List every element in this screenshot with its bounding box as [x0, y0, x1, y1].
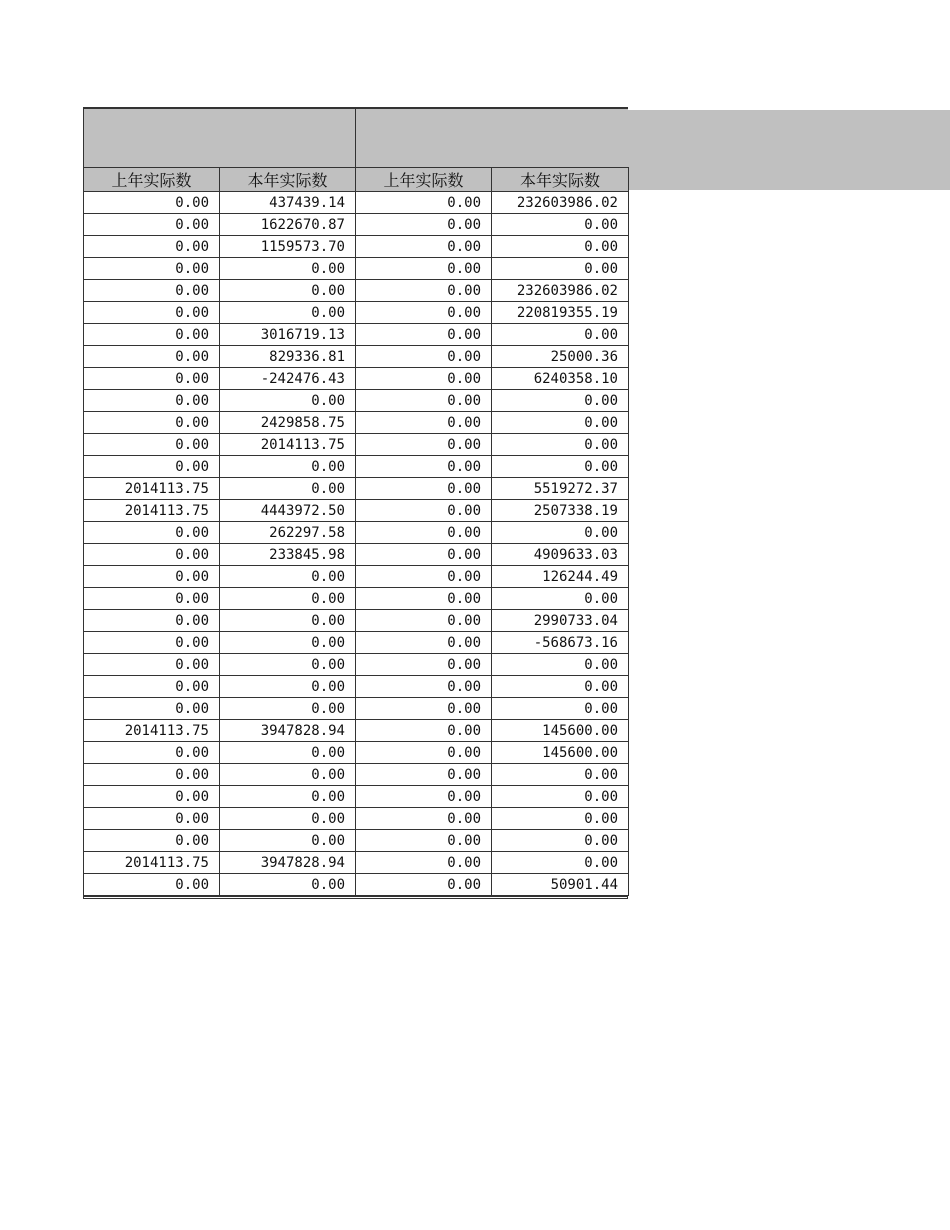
table-cell: 0.00	[84, 258, 220, 280]
table-cell: 3947828.94	[220, 852, 356, 874]
table-row	[84, 478, 629, 500]
table-row	[84, 786, 629, 808]
table-cell: 50901.44	[492, 874, 629, 896]
table-cell: 0.00	[356, 192, 492, 214]
table-cell: 0.00	[356, 478, 492, 500]
table-row	[84, 742, 629, 764]
table-cell: 0.00	[84, 302, 220, 324]
table-cell: 0.00	[220, 676, 356, 698]
table-cell: 0.00	[492, 522, 629, 544]
table-cell: 0.00	[356, 258, 492, 280]
table-cell: 0.00	[492, 324, 629, 346]
table-cell: 0.00	[492, 236, 629, 258]
table-cell: 0.00	[84, 632, 220, 654]
table-cell: 0.00	[356, 764, 492, 786]
table-cell: 0.00	[356, 808, 492, 830]
table-cell: 0.00	[356, 720, 492, 742]
table-cell: 0.00	[220, 390, 356, 412]
table-cell: 0.00	[220, 588, 356, 610]
table-cell: 0.00	[84, 456, 220, 478]
table-cell: 0.00	[220, 632, 356, 654]
table-cell: 0.00	[356, 434, 492, 456]
table-cell: 0.00	[220, 698, 356, 720]
table-cell: 0.00	[356, 830, 492, 852]
table-cell: 2014113.75	[220, 434, 356, 456]
table-cell: 2014113.75	[84, 478, 220, 500]
table-row	[84, 676, 629, 698]
table-cell: 0.00	[84, 676, 220, 698]
table-cell: 0.00	[356, 874, 492, 896]
table-cell: 0.00	[84, 786, 220, 808]
table-cell: 0.00	[356, 654, 492, 676]
table-row	[84, 324, 629, 346]
table-cell: 0.00	[84, 830, 220, 852]
table-cell: 5519272.37	[492, 478, 629, 500]
table-cell: 0.00	[356, 522, 492, 544]
table-row	[84, 808, 629, 830]
table-row	[84, 654, 629, 676]
table-cell: 0.00	[220, 764, 356, 786]
table-row	[84, 632, 629, 654]
table-cell: 0.00	[356, 852, 492, 874]
table-row	[84, 214, 629, 236]
table-cell: 4909633.03	[492, 544, 629, 566]
table-cell: 0.00	[492, 764, 629, 786]
table-cell: 0.00	[84, 522, 220, 544]
table-cell: 0.00	[356, 280, 492, 302]
table-cell: 0.00	[84, 654, 220, 676]
table-cell: 0.00	[84, 280, 220, 302]
table-row	[84, 830, 629, 852]
table-row	[84, 192, 629, 214]
table-cell: 0.00	[220, 456, 356, 478]
data-table	[83, 167, 629, 896]
table-cell: 0.00	[220, 830, 356, 852]
table-cell: 232603986.02	[492, 280, 629, 302]
table-cell: 2014113.75	[84, 720, 220, 742]
table-cell: 0.00	[356, 544, 492, 566]
table-row	[84, 610, 629, 632]
table-cell: 4443972.50	[220, 500, 356, 522]
table-cell: 0.00	[492, 434, 629, 456]
table-cell: 0.00	[84, 390, 220, 412]
table-cell: 0.00	[356, 346, 492, 368]
table-cell: 0.00	[356, 610, 492, 632]
table-cell: 0.00	[356, 500, 492, 522]
table-cell: 0.00	[84, 368, 220, 390]
table-row	[84, 698, 629, 720]
table-row	[84, 720, 629, 742]
col-header-prev-year-2: 上年实际数	[356, 168, 492, 192]
table-cell: 0.00	[356, 214, 492, 236]
table-cell: 0.00	[356, 368, 492, 390]
table-cell: 0.00	[356, 412, 492, 434]
table-cell: 0.00	[220, 610, 356, 632]
table-row	[84, 522, 629, 544]
table-cell: 0.00	[220, 874, 356, 896]
table-row	[84, 588, 629, 610]
table-cell: 0.00	[356, 302, 492, 324]
table-row	[84, 412, 629, 434]
table-cell: 0.00	[84, 874, 220, 896]
table-row	[84, 346, 629, 368]
table-cell: 0.00	[492, 258, 629, 280]
table-cell: 0.00	[84, 610, 220, 632]
table-cell: 0.00	[356, 786, 492, 808]
table-cell: 0.00	[84, 808, 220, 830]
table-cell: 0.00	[492, 588, 629, 610]
col-header-curr-year-1: 本年实际数	[220, 168, 356, 192]
table-row	[84, 852, 629, 874]
table-body	[84, 192, 629, 896]
table-cell: 0.00	[356, 390, 492, 412]
table-cell: 0.00	[492, 676, 629, 698]
table-cell: 2507338.19	[492, 500, 629, 522]
table-cell: 0.00	[220, 786, 356, 808]
table-cell: 0.00	[492, 830, 629, 852]
table-cell: 0.00	[84, 412, 220, 434]
table-cell: 0.00	[356, 698, 492, 720]
table-cell: 232603986.02	[492, 192, 629, 214]
table-cell: 0.00	[84, 544, 220, 566]
table-cell: 0.00	[220, 808, 356, 830]
table-cell: 0.00	[84, 192, 220, 214]
col-header-prev-year-1: 上年实际数	[84, 168, 220, 192]
table-cell: 0.00	[492, 698, 629, 720]
col-header-curr-year-2: 本年实际数	[492, 168, 629, 192]
table-cell: 0.00	[84, 588, 220, 610]
table-cell: -242476.43	[220, 368, 356, 390]
table-row	[84, 236, 629, 258]
table-cell: 0.00	[356, 676, 492, 698]
table-cell: 6240358.10	[492, 368, 629, 390]
table-row	[84, 390, 629, 412]
table-row	[84, 500, 629, 522]
table-cell: 0.00	[84, 764, 220, 786]
financial-table-sheet	[83, 107, 628, 899]
table-cell: 0.00	[356, 742, 492, 764]
table-cell: 0.00	[220, 258, 356, 280]
table-row	[84, 368, 629, 390]
table-cell: 0.00	[356, 588, 492, 610]
table-row	[84, 258, 629, 280]
table-cell: 0.00	[492, 808, 629, 830]
blank-header-cell-right	[356, 109, 629, 167]
table-cell: 0.00	[356, 324, 492, 346]
table-cell: 262297.58	[220, 522, 356, 544]
table-cell: 126244.49	[492, 566, 629, 588]
table-cell: 0.00	[492, 786, 629, 808]
table-cell: 2429858.75	[220, 412, 356, 434]
table-row	[84, 874, 629, 896]
table-cell: 0.00	[492, 654, 629, 676]
table-cell: 2014113.75	[84, 500, 220, 522]
table-cell: -568673.16	[492, 632, 629, 654]
table-cell: 0.00	[220, 478, 356, 500]
blank-header-row	[83, 109, 628, 167]
table-cell: 829336.81	[220, 346, 356, 368]
table-cell: 2014113.75	[84, 852, 220, 874]
table-row	[84, 456, 629, 478]
table-cell: 0.00	[220, 280, 356, 302]
table-cell: 0.00	[492, 214, 629, 236]
table-row	[84, 544, 629, 566]
table-cell: 145600.00	[492, 742, 629, 764]
table-cell: 0.00	[84, 346, 220, 368]
table-cell: 0.00	[220, 742, 356, 764]
table-cell: 25000.36	[492, 346, 629, 368]
table-cell: 0.00	[84, 324, 220, 346]
table-cell: 0.00	[220, 566, 356, 588]
bottom-double-rule	[83, 896, 628, 899]
table-cell: 0.00	[492, 456, 629, 478]
table-cell: 2990733.04	[492, 610, 629, 632]
table-cell: 220819355.19	[492, 302, 629, 324]
table-cell: 0.00	[84, 742, 220, 764]
table-cell: 0.00	[220, 654, 356, 676]
column-header-row	[84, 168, 629, 192]
table-cell: 0.00	[84, 214, 220, 236]
table-cell: 0.00	[356, 632, 492, 654]
table-cell: 233845.98	[220, 544, 356, 566]
table-cell: 0.00	[492, 852, 629, 874]
table-cell: 0.00	[356, 236, 492, 258]
table-cell: 145600.00	[492, 720, 629, 742]
table-cell: 0.00	[84, 236, 220, 258]
table-row	[84, 764, 629, 786]
table-cell: 0.00	[492, 412, 629, 434]
table-cell: 3947828.94	[220, 720, 356, 742]
table-cell: 437439.14	[220, 192, 356, 214]
table-cell: 0.00	[220, 302, 356, 324]
table-row	[84, 566, 629, 588]
table-cell: 0.00	[84, 434, 220, 456]
table-cell: 1159573.70	[220, 236, 356, 258]
blank-header-cell-left	[84, 109, 356, 167]
table-cell: 0.00	[356, 456, 492, 478]
table-row	[84, 434, 629, 456]
table-cell: 0.00	[84, 698, 220, 720]
table-cell: 0.00	[84, 566, 220, 588]
table-cell: 3016719.13	[220, 324, 356, 346]
table-row	[84, 302, 629, 324]
table-row	[84, 280, 629, 302]
table-cell: 0.00	[356, 566, 492, 588]
table-cell: 1622670.87	[220, 214, 356, 236]
table-cell: 0.00	[492, 390, 629, 412]
